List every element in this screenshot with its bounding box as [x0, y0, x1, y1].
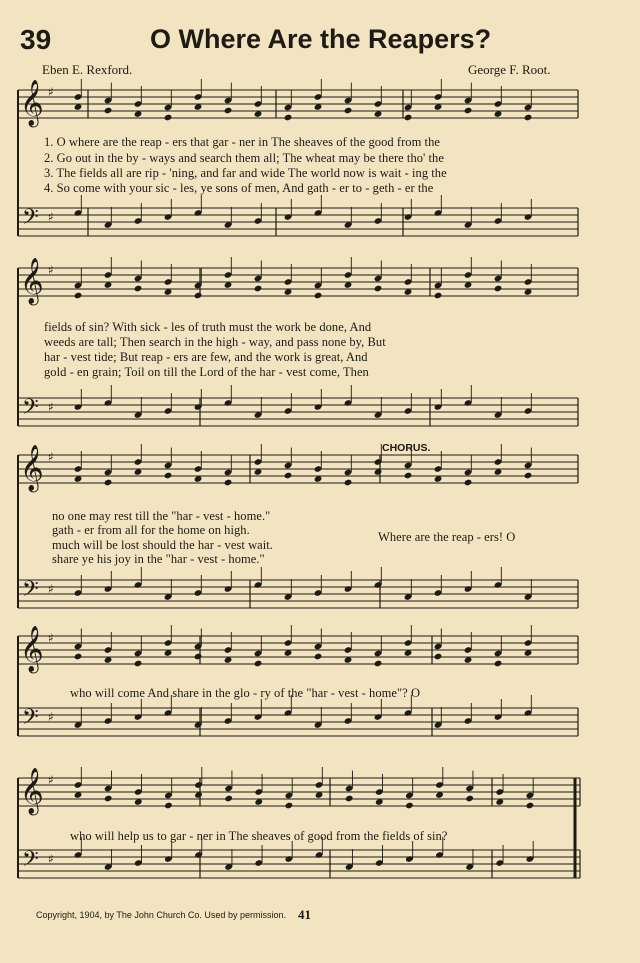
note-head	[254, 660, 263, 668]
composer-credit: George F. Root.	[468, 62, 551, 77]
note-head	[224, 107, 233, 115]
note-head	[494, 285, 503, 293]
note-head	[404, 114, 413, 122]
sharp-icon: ♯	[48, 631, 54, 645]
note-head	[314, 653, 323, 661]
lyrics-verse-4-line-2: gold - en grain; Toil on till the Lord of the har - vest come, Then	[44, 365, 369, 379]
sharp-icon: ♯	[48, 710, 54, 724]
note-head	[524, 114, 533, 122]
note-head	[464, 107, 473, 115]
lyrics-verse-1-line-1: 1. O where are the reap - ers that gar - ner in The sheaves of the good from the	[44, 135, 440, 149]
note-head	[104, 795, 113, 803]
hymn-title: O Where Are the Reapers?	[150, 24, 492, 54]
lyrics-verse-2-line-3: gath - er from all for the home on high.	[52, 523, 250, 537]
lyrics-verse-4-line-1: 4. So come with your sic - les, ye sons of men, And gath - er to - geth - er the	[44, 181, 434, 195]
bass-clef-icon: 𝄢	[22, 847, 39, 877]
bass-clef-icon: 𝄢	[22, 705, 39, 735]
note-head	[344, 107, 353, 115]
note-head	[104, 479, 113, 487]
note-head	[194, 653, 203, 661]
sharp-icon: ♯	[48, 773, 54, 787]
treble-clef-icon: 𝄞	[20, 445, 44, 491]
note-head	[404, 472, 413, 480]
lyricist-credit: Eben E. Rexford.	[42, 62, 133, 77]
lyrics-verse-2-line-2: weeds are tall; Then search in the high - way, and pass none by, But	[44, 335, 386, 349]
note-head	[374, 660, 383, 668]
copyright-notice: Copyright, 1904, by The John Church Co. Used by permission.	[36, 910, 286, 920]
note-head	[524, 472, 533, 480]
note-head	[526, 802, 535, 810]
note-head	[464, 479, 473, 487]
lyrics-verse-3-line-3: much will be lost should the har - vest wait.	[52, 538, 273, 552]
note-head	[104, 107, 113, 115]
treble-clef-icon: 𝄞	[20, 768, 44, 814]
lyrics-verse-1-line-2: fields of sin? With sick - les of truth must the work be done, And	[44, 320, 372, 334]
note-head	[284, 114, 293, 122]
treble-clef-icon: 𝄞	[20, 626, 44, 672]
lyrics-verse-3-line-2: har - vest tide; But reap - ers are few, and the work is great, And	[44, 350, 368, 364]
note-head	[164, 802, 173, 810]
hymn-number: 39	[20, 24, 52, 55]
treble-clef-icon: 𝄞	[20, 80, 44, 126]
note-head	[164, 472, 173, 480]
note-head	[434, 653, 443, 661]
note-head	[345, 795, 354, 803]
lyrics-verse-3-line-1: 3. The fields all are rip - 'ning, and far and wide The world now is wait - ing the	[44, 166, 447, 180]
sharp-icon: ♯	[48, 85, 54, 99]
note-head	[405, 802, 414, 810]
chorus-lyrics-line-3: who will help us to gar - ner in The sheaves of good from the fields of sin?	[70, 829, 448, 843]
note-head	[134, 285, 143, 293]
note-head	[164, 114, 173, 122]
bass-clef-icon: 𝄢	[22, 577, 39, 607]
sharp-icon: ♯	[48, 582, 54, 596]
note-head	[74, 653, 83, 661]
note-head	[374, 285, 383, 293]
treble-clef-icon: 𝄞	[20, 258, 44, 304]
lyrics-verse-2-line-1: 2. Go out in the by - ways and search them all; The wheat may be there tho' the	[44, 151, 444, 165]
note-head	[494, 660, 503, 668]
lyrics-verse-1-line-3: no one may rest till the "har - vest - home."	[52, 509, 271, 523]
sharp-icon: ♯	[48, 263, 54, 277]
note-head	[224, 795, 233, 803]
note-head	[254, 285, 263, 293]
sharp-icon: ♯	[48, 210, 54, 224]
note-head	[224, 479, 233, 487]
note-head	[285, 802, 294, 810]
chorus-lyrics-line-2: who will come And share in the glo - ry of the "har - vest - home"? O	[70, 686, 421, 700]
note-head	[314, 292, 323, 300]
note-head	[465, 795, 474, 803]
note-head	[134, 660, 143, 668]
note-head	[74, 292, 83, 300]
sharp-icon: ♯	[48, 400, 54, 414]
note-head	[434, 292, 443, 300]
bass-clef-icon: 𝄢	[22, 205, 39, 235]
sharp-icon: ♯	[48, 450, 54, 464]
lyrics-verse-4-line-3: share ye his joy in the "har - vest - home."	[52, 552, 265, 566]
note-head	[284, 472, 293, 480]
note-head	[344, 479, 353, 487]
page-number: 41	[298, 907, 311, 922]
chorus-lyrics-line-1: Where are the reap - ers! O	[378, 530, 516, 544]
bass-clef-icon: 𝄢	[22, 395, 39, 425]
note-head	[194, 292, 203, 300]
chorus-label: CHORUS.	[382, 442, 431, 454]
sharp-icon: ♯	[48, 852, 54, 866]
